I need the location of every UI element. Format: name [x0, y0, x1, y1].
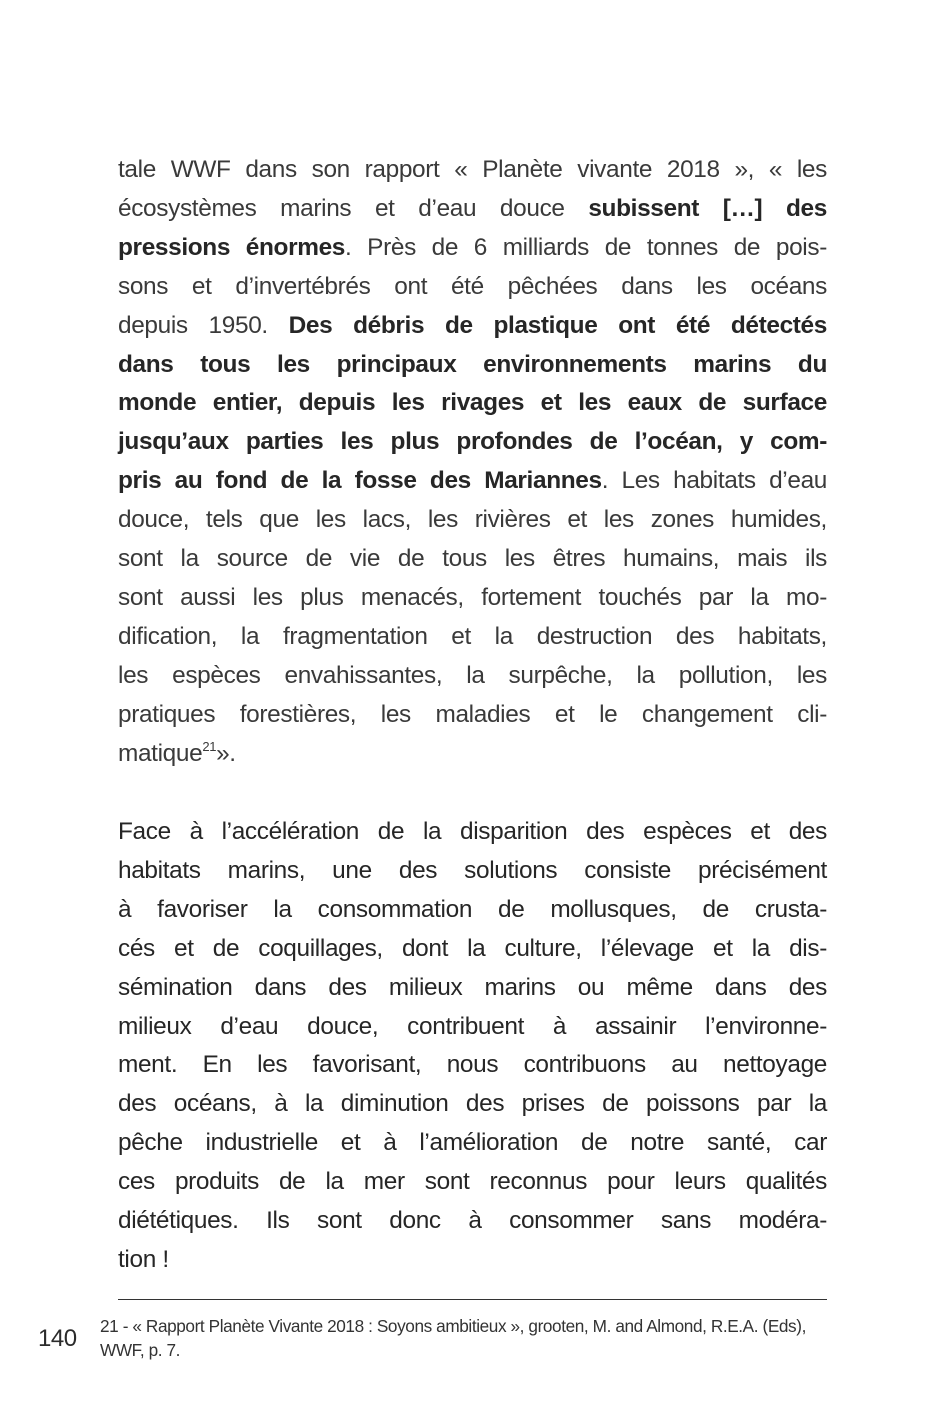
footnote-line: 21 - « Rapport Planète Vivante 2018 : Soyons ambitieux », grooten, M. and Almond, R.E.A. (Eds), [100, 1316, 806, 1336]
text-line [118, 462, 827, 501]
text-run: douce, tels que les lacs, les rivières et les zones humides, [118, 506, 827, 534]
text-line: ment. En les favorisant, nous contribuons au nettoyage [118, 1051, 827, 1079]
text-line: habitats marins, une des solutions consiste précisément [118, 856, 827, 884]
bold-run: Des débris de plastique ont été détectés [288, 311, 827, 339]
text-line [118, 657, 827, 696]
bold-run: subissent […] des [588, 194, 827, 222]
text-line: milieux d’eau douce, contribuent à assainir l’environne- [118, 1012, 827, 1040]
text-line [118, 229, 827, 268]
text-run: écosystèmes marins et d’eau douce [118, 194, 589, 222]
text-line [118, 268, 827, 307]
text-line: sémination dans des milieux marins ou même dans des [118, 973, 827, 1001]
paragraph-wwf-quote [118, 151, 827, 774]
text-run: dification, la fragmentation et la destruction des habitats, [118, 622, 827, 650]
text-run: sont la source de vie de tous les êtres humains, mais ils [118, 545, 827, 573]
text-line [118, 696, 827, 735]
text-run: pratiques forestières, les maladies et le changement cli- [118, 700, 827, 728]
bold-run: monde entier, depuis les rivages et les eaux de surface [118, 389, 827, 417]
bold-run: pressions énormes [118, 233, 346, 261]
text-line: pêche industrielle et à l’amélioration de notre santé, car [118, 1129, 827, 1157]
text-run: les espèces envahissantes, la surpêche, la pollution, les [118, 661, 827, 689]
text-run: sont aussi les plus menacés, fortement touchés par la mo- [118, 583, 827, 611]
footnote-21 [100, 1314, 860, 1362]
text-run: depuis 1950. [118, 311, 289, 339]
footnote-reference: 21 [202, 738, 217, 754]
text-line [118, 346, 827, 385]
text-run: . Les habitats d’eau [601, 467, 828, 495]
text-run: tale WWF dans son rapport « Planète vivante 2018 », « les [118, 156, 827, 183]
text-line [118, 501, 827, 540]
text-line [118, 151, 827, 190]
footnote-divider [118, 1299, 827, 1300]
text-line: diététiques. Ils sont donc à consommer sans modéra- [118, 1207, 827, 1235]
text-run: ». [216, 739, 236, 767]
text-line: cés et de coquillages, dont la culture, l’élevage et la dis- [118, 934, 827, 962]
text-line [118, 190, 827, 229]
text-run: matique [118, 739, 203, 767]
text-line [118, 579, 827, 618]
text-line: Face à l’accélération de la disparition des espèces et des [118, 818, 827, 845]
text-line [118, 423, 827, 462]
bold-run: dans tous les principaux environnements marins du [118, 350, 827, 378]
text-line: à favoriser la consommation de mollusques, de crusta- [118, 895, 827, 923]
text-line [118, 384, 827, 423]
text-line [118, 735, 827, 774]
text-line: des océans, à la diminution des prises de poissons par la [118, 1090, 827, 1118]
text-line [118, 618, 827, 657]
bold-run: pris au fond de la fosse des Mariannes [118, 467, 602, 495]
page-number: 140 [38, 1325, 77, 1352]
paragraph-solutions [118, 813, 827, 1280]
text-line: tion ! [118, 1245, 169, 1273]
bold-run: jusqu’aux parties les plus profondes de l’océan, y com- [118, 428, 827, 456]
text-line [118, 540, 827, 579]
text-run: sons et d’invertébrés ont été pêchées dans les océans [118, 272, 827, 300]
text-line: ces produits de la mer sont reconnus pour leurs qualités [118, 1168, 827, 1196]
footnote-line: WWF, p. 7. [100, 1340, 181, 1360]
text-run: . Près de 6 milliards de tonnes de pois- [345, 233, 827, 261]
text-line [118, 307, 827, 346]
